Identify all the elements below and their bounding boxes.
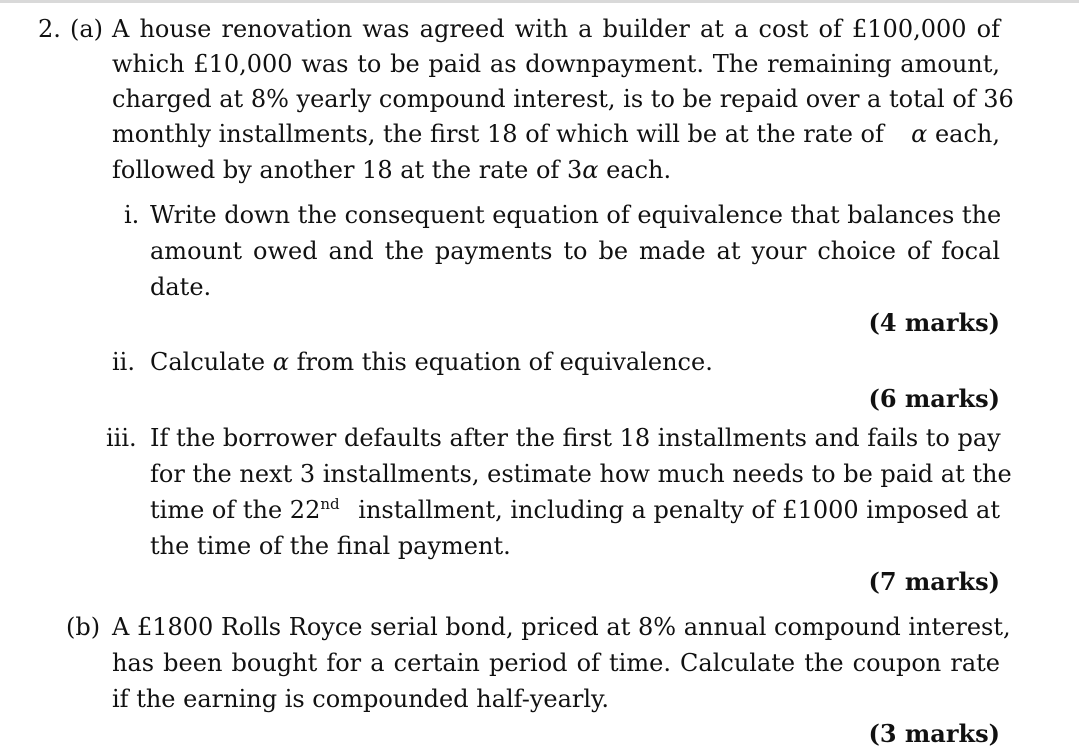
sub-i-label: i. xyxy=(124,201,140,229)
sub-ii-text-after: from this equation of equivalence. xyxy=(296,348,713,376)
sub-i-line-2: amount owed and the payments to be made at your choice of focal xyxy=(150,237,1000,265)
sub-iii-line-4: the time of the final payment. xyxy=(150,532,511,560)
ordinal-superscript: nd xyxy=(320,495,340,513)
part-b-line-1: A £1800 Rolls Royce serial bond, priced at 8% annual compound interest, xyxy=(112,613,1011,641)
part-a-line-2: which £10,000 was to be paid as downpayment. The remaining amount, xyxy=(112,50,1000,78)
part-b-line-3: if the earning is compounded half-yearly. xyxy=(112,685,610,713)
part-a-line-4-end: each, xyxy=(934,120,1000,148)
alpha-symbol: α xyxy=(911,120,928,148)
part-b-line-2: has been bought for a certain period of time. Calculate the coupon rate xyxy=(112,649,1000,677)
sub-ii-label: ii. xyxy=(112,348,135,376)
part-b-marks: (3 marks) xyxy=(868,719,1000,748)
alpha-symbol: α xyxy=(582,156,599,184)
sub-iii-label: iii. xyxy=(106,424,137,452)
part-a-line-5-end: each. xyxy=(606,156,672,184)
sub-i-marks: (4 marks) xyxy=(868,308,1000,337)
sub-iii-line-3-end: installment, including a penalty of £1000 imposed at xyxy=(358,496,1000,524)
sub-iii-marks: (7 marks) xyxy=(868,567,1000,596)
sub-i-line-3: date. xyxy=(150,273,212,301)
part-a-line-3: charged at 8% yearly compound interest, is to be repaid over a total of 36 xyxy=(112,85,1014,113)
sub-iii-line-3 xyxy=(150,495,1000,525)
sub-iii-line-3-text: time of the 22 xyxy=(150,496,321,524)
sub-ii-marks: (6 marks) xyxy=(868,384,1000,413)
alpha-symbol: α xyxy=(272,348,289,376)
sub-iii-line-2: for the next 3 installments, estimate how much needs to be paid at the xyxy=(150,460,1012,488)
part-a-line-5 xyxy=(112,155,671,185)
part-a-line-4-text: monthly installments, the first 18 of which will be at the rate of xyxy=(112,120,884,148)
part-a-line-5-text: followed by another 18 at the rate of 3 xyxy=(112,156,583,184)
sub-i-line-1: Write down the consequent equation of equivalence that balances the xyxy=(150,201,1002,229)
question-number: 2. xyxy=(38,15,61,43)
sub-iii-line-1: If the borrower defaults after the first 18 installments and fails to pay xyxy=(150,424,1001,452)
part-a-label: (a) xyxy=(70,15,104,43)
sub-ii-text-before: Calculate xyxy=(150,348,266,376)
part-a-line-4 xyxy=(112,119,1000,149)
part-a-line-1: A house renovation was agreed with a builder at a cost of £100,000 of xyxy=(112,15,1000,43)
top-divider xyxy=(0,0,1079,3)
part-b-label: (b) xyxy=(66,613,101,641)
sub-ii-line xyxy=(150,347,713,377)
